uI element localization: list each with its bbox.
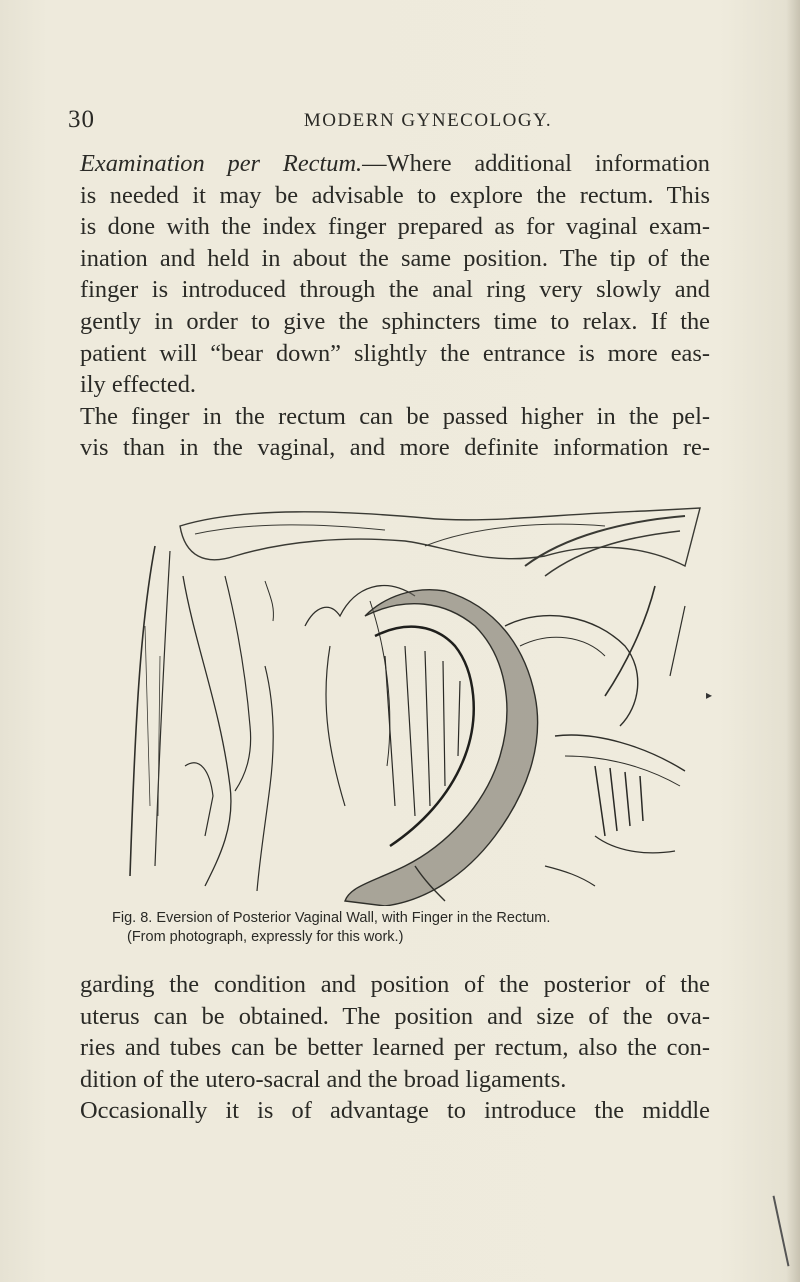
text-line: is needed it may be advisable to explore the rectum. This bbox=[80, 181, 710, 209]
text-line bbox=[80, 148, 710, 180]
section-heading: Examination per Rectum. bbox=[80, 150, 363, 177]
text-line: is done with the index finger prepared as for vaginal exam- bbox=[80, 213, 710, 241]
text-line: vis than in the vaginal, and more definite information re- bbox=[80, 434, 710, 462]
margin-mark: ▸ bbox=[706, 688, 713, 702]
caption-line: Fig. 8. Eversion of Posterior Vaginal Wall, with Finger in the Rectum. bbox=[112, 910, 551, 926]
text-line: patient will “bear down” slightly the entrance is more eas- bbox=[80, 339, 710, 367]
running-title: MODERN GYNECOLOGY. bbox=[303, 110, 553, 131]
figure-caption bbox=[112, 909, 752, 947]
text-line: ries and tubes can be better learned per rectum, also the con- bbox=[80, 1034, 710, 1062]
text-line: finger is introduced through the anal ring very slowly and bbox=[80, 276, 710, 304]
paragraph-rectal-examination bbox=[80, 148, 710, 464]
text-line: garding the condition and position of the posterior of the bbox=[80, 971, 710, 998]
caption-line: (From photograph, expressly for this work.) bbox=[127, 929, 404, 945]
page-number: 30 bbox=[68, 106, 95, 133]
paragraph-continued bbox=[80, 969, 710, 1127]
text-line: ination and held in about the same position. The tip of the bbox=[80, 244, 710, 272]
text-fragment: —Where additional information bbox=[362, 150, 710, 177]
page-edge-shadow bbox=[786, 0, 800, 1282]
text-line: The finger in the rectum can be passed higher in the pel- bbox=[80, 402, 710, 430]
anatomical-illustration bbox=[125, 506, 705, 906]
text-line: dition of the utero-sacral and the broad ligaments. bbox=[80, 1065, 567, 1093]
text-line: gently in order to give the sphincters time to relax. If the bbox=[80, 307, 710, 335]
running-head bbox=[68, 106, 728, 136]
text-line: Occasionally it is of advantage to introduce the middle bbox=[80, 1097, 710, 1125]
text-line: ily effected. bbox=[80, 371, 197, 399]
text-line: uterus can be obtained. The position and size of the ova- bbox=[80, 1002, 710, 1030]
